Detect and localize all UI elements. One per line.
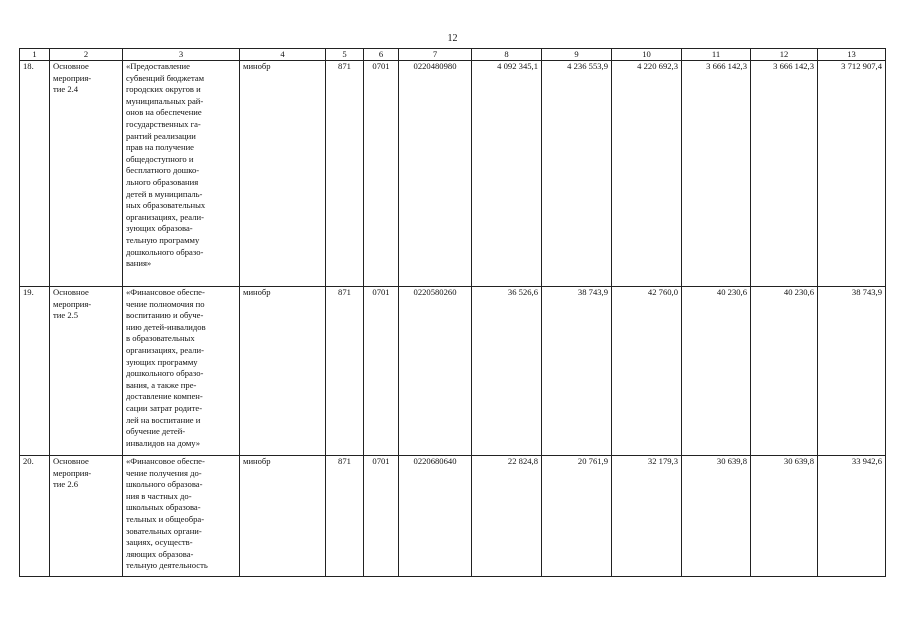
amount-col-11: 30 639,8 — [682, 456, 751, 577]
page-number: 12 — [447, 33, 458, 44]
amount-col-9: 38 743,9 — [542, 287, 612, 456]
column-header: 4 — [240, 49, 326, 61]
column-header: 9 — [542, 49, 612, 61]
amount-col-8: 36 526,6 — [472, 287, 542, 456]
amount-col-10: 42 760,0 — [612, 287, 682, 456]
column-header: 3 — [123, 49, 240, 61]
event-description: «Финансовое обеспе- чение получения до- школьного образова- ния в частных до- школьных образова- тельных и общеобра- зовательных органи- зациях, осуществ- ляющих образова- тельную деятельность — [123, 456, 240, 577]
code-grbs: 871 — [326, 456, 364, 577]
event-description: «Финансовое обеспе- чение полномочия по воспитанию и обуче- нию детей-инвалидов в образовательных организациях, реали- зующих программу дошкольного образо- вания, а также пре- доставление компен- сации затрат родите- лей на воспитание и обучение детей- инвалидов на дому» — [123, 287, 240, 456]
amount-col-8: 4 092 345,1 — [472, 61, 542, 287]
amount-col-11: 3 666 142,3 — [682, 61, 751, 287]
amount-col-12: 30 639,8 — [751, 456, 818, 577]
amount-col-9: 4 236 553,9 — [542, 61, 612, 287]
amount-col-11: 40 230,6 — [682, 287, 751, 456]
amount-col-13: 38 743,9 — [818, 287, 886, 456]
event-name: Основное мероприя- тие 2.6 — [50, 456, 123, 577]
amount-col-10: 4 220 692,3 — [612, 61, 682, 287]
column-header: 8 — [472, 49, 542, 61]
executor: минобр — [240, 456, 326, 577]
amount-col-13: 33 942,6 — [818, 456, 886, 577]
event-name: Основное мероприя- тие 2.5 — [50, 287, 123, 456]
column-header: 6 — [364, 49, 399, 61]
executor: минобр — [240, 61, 326, 287]
event-description: «Предоставление субвенций бюджетам городских округов и муниципальных рай- онов на обеспечение государственных га- рантий реализации прав на получение общедоступного и бесплатного дошко- льного образования детей в муниципаль- ных образовательных организациях, реали- зующих образова- тельную программу дошкольного образо- вания» — [123, 61, 240, 287]
code-target: 0220480980 — [399, 61, 472, 287]
table-row — [20, 287, 886, 456]
column-header: 7 — [399, 49, 472, 61]
code-grbs: 871 — [326, 287, 364, 456]
code-grbs: 871 — [326, 61, 364, 287]
table-row — [20, 61, 886, 287]
amount-col-12: 3 666 142,3 — [751, 61, 818, 287]
column-header: 10 — [612, 49, 682, 61]
row-number: 20. — [20, 456, 50, 577]
code-section: 0701 — [364, 287, 399, 456]
code-target: 0220580260 — [399, 287, 472, 456]
amount-col-8: 22 824,8 — [472, 456, 542, 577]
column-header: 13 — [818, 49, 886, 61]
amount-col-9: 20 761,9 — [542, 456, 612, 577]
table-row — [20, 456, 886, 577]
code-section: 0701 — [364, 61, 399, 287]
amount-col-13: 3 712 907,4 — [818, 61, 886, 287]
budget-table — [19, 48, 886, 577]
column-header: 1 — [20, 49, 50, 61]
column-header: 12 — [751, 49, 818, 61]
amount-col-10: 32 179,3 — [612, 456, 682, 577]
code-section: 0701 — [364, 456, 399, 577]
amount-col-12: 40 230,6 — [751, 287, 818, 456]
row-number: 19. — [20, 287, 50, 456]
row-number: 18. — [20, 61, 50, 287]
code-target: 0220680640 — [399, 456, 472, 577]
column-header: 11 — [682, 49, 751, 61]
column-header: 2 — [50, 49, 123, 61]
column-header: 5 — [326, 49, 364, 61]
executor: минобр — [240, 287, 326, 456]
header-row — [20, 49, 886, 61]
event-name: Основное мероприя- тие 2.4 — [50, 61, 123, 287]
